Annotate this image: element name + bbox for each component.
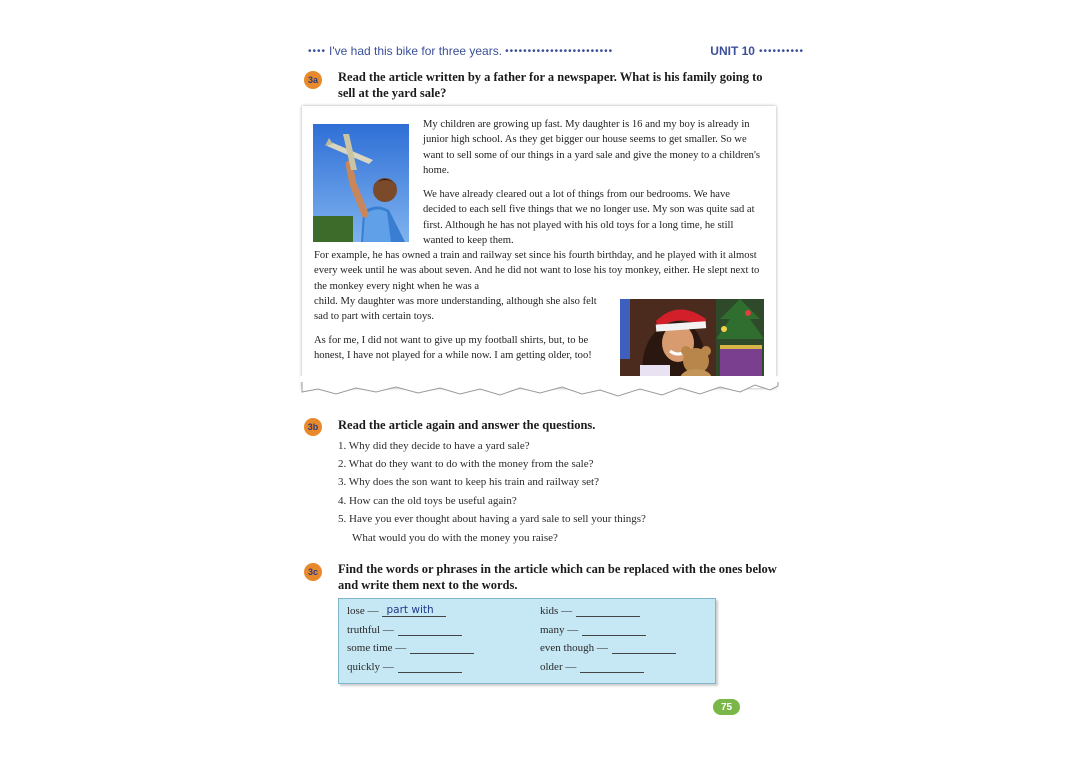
word-label: lose — (347, 605, 379, 617)
word-label: older — (540, 661, 577, 673)
article-paragraph-2: We have already cleared out a lot of things from our bedrooms. We have decided to each sell five things that we no longer use. My son was quite sad at first. Although he has not played with his old toys for a long time, he still wanted to keep them. (423, 189, 755, 247)
section-3b-badge: 3b (304, 418, 322, 436)
section-3b-instruction: Read the article again and answer the questions. (338, 418, 596, 432)
section-3a-badge: 3a (304, 71, 322, 89)
word-row (347, 604, 446, 617)
word-label: some time — (347, 642, 407, 654)
word-label: even though — (540, 642, 608, 654)
word-row (347, 660, 462, 673)
answer-blank[interactable] (612, 641, 676, 654)
article-paragraph-3: As for me, I did not want to give up my football shirts, but, to be honest, I have not played for a while now. I am getting older, too! (314, 335, 592, 362)
question-4: 4. How can the old toys be useful again? (338, 495, 517, 507)
header-dots-mid: •••••••••••••••••••••••• (505, 45, 614, 57)
answer-blank[interactable] (582, 623, 646, 636)
question-3: 3. Why does the son want to keep his train and railway set? (338, 476, 599, 488)
torn-paper-edge (300, 376, 780, 400)
header-title: I've had this bike for three years. (329, 44, 503, 58)
page-number: 75 (713, 699, 740, 715)
section-3c-instruction: Find the words or phrases in the article which can be replaced with the ones below and write them next to the words. (338, 562, 777, 592)
question-2: 2. What do they want to do with the money from the sale? (338, 458, 594, 470)
word-row (347, 641, 474, 654)
answer-blank[interactable] (576, 604, 640, 617)
word-row (347, 623, 462, 636)
article-paragraph-2-continued: For example, he has owned a train and railway set since his fourth birthday, and he played with it almost every week until he was about seven. And he did not want to lose his toy monkey, either. He slept next to the monkey every night when he was a (314, 250, 760, 292)
section-3c-badge: 3c (304, 563, 322, 581)
word-row (540, 641, 676, 654)
question-5-continued: What would you do with the money you raise? (352, 532, 558, 544)
word-label: quickly — (347, 661, 394, 673)
question-1: 1. Why did they decide to have a yard sale? (338, 440, 530, 452)
boy-airplane-photo (313, 124, 409, 242)
header-dots-right: •••••••••• (758, 45, 804, 57)
word-label: truthful — (347, 624, 394, 636)
section-3a-instruction: Read the article written by a father for a newspaper. What is his family going to sell at the yard sale? (338, 70, 763, 100)
header-dots-left: •••• (308, 45, 327, 57)
girl-teddy-photo (620, 299, 764, 380)
answer-blank[interactable] (580, 660, 644, 673)
word-row (540, 604, 640, 617)
unit-label: UNIT 10 (710, 44, 755, 58)
article-paragraph-1: My children are growing up fast. My daughter is 16 and my boy is already in junior high school. As they get bigger our house seems to get smaller. So we want to sell some of our things in a yard sale and give the money to a children's home. (423, 119, 761, 177)
running-header (308, 42, 804, 60)
word-row (540, 623, 646, 636)
word-row (540, 660, 644, 673)
question-5: 5. Have you ever thought about having a yard sale to sell your things? (338, 513, 646, 525)
word-label: kids — (540, 605, 573, 617)
answer-blank[interactable] (398, 660, 462, 673)
word-label: many — (540, 624, 579, 636)
answer-blank[interactable]: part with (382, 604, 446, 617)
answer-blank[interactable] (410, 641, 474, 654)
article-paragraph-2-end: child. My daughter was more understanding, although she also felt sad to part with certain toys. (314, 296, 597, 323)
answer-blank[interactable] (398, 623, 462, 636)
